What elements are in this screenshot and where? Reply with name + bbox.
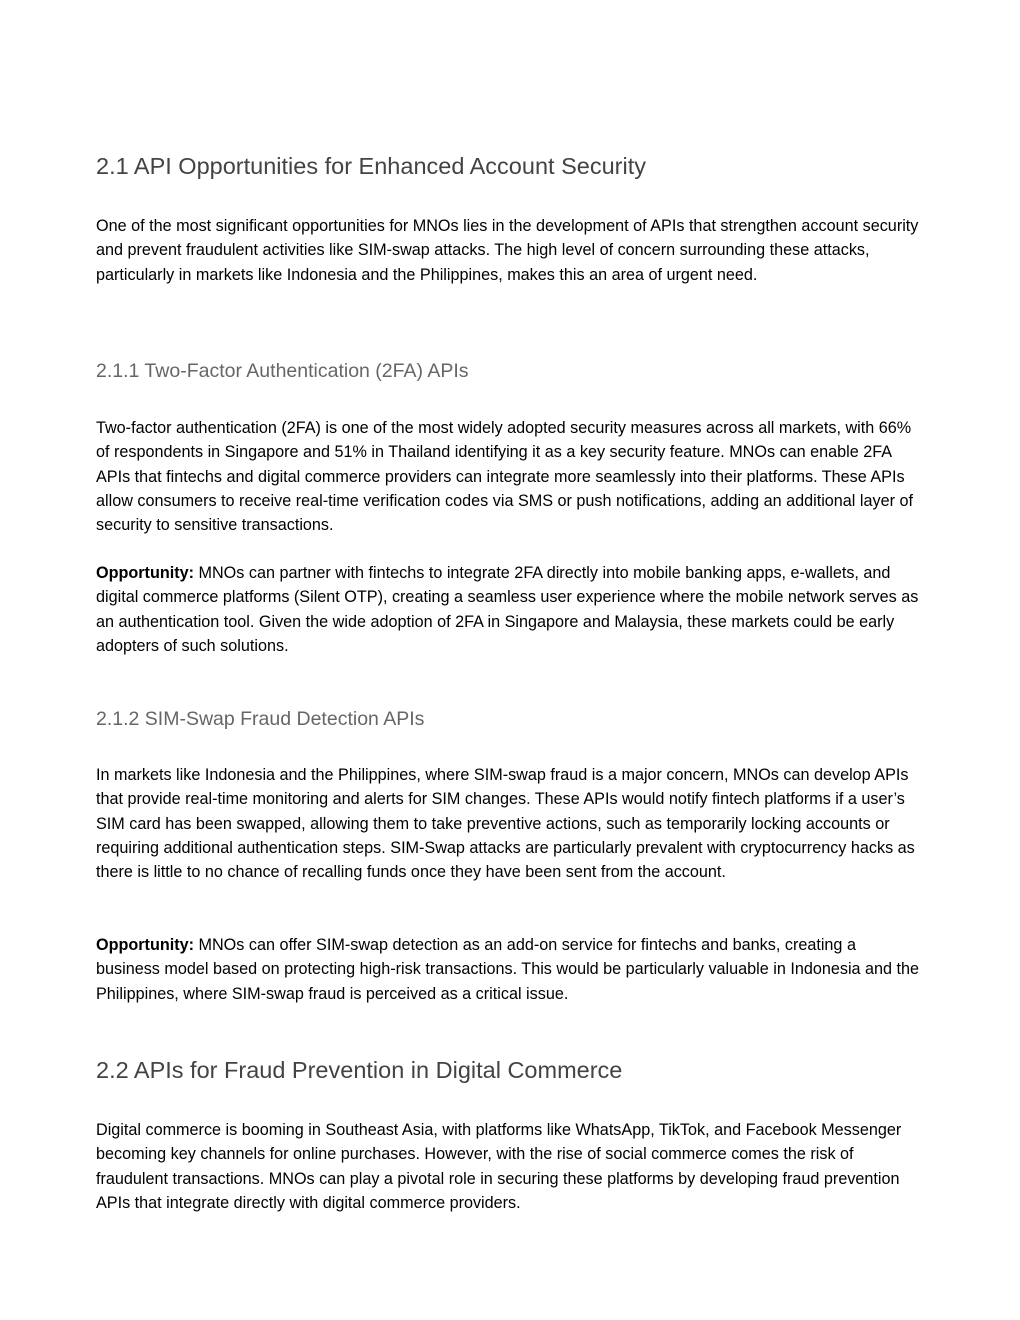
- section-2-1-heading: 2.1 API Opportunities for Enhanced Account Security: [96, 153, 646, 179]
- section-2-1-1-heading: 2.1.1 Two-Factor Authentication (2FA) APIs: [96, 360, 469, 382]
- opportunity-label: Opportunity:: [96, 936, 195, 954]
- section-2-1-2-heading: 2.1.2 SIM-Swap Fraud Detection APIs: [96, 708, 425, 730]
- section-2-2-intro-paragraph: Digital commerce is booming in Southeast Asia, with platforms like WhatsApp, TikTok, and Facebook Messenger becoming key channels for online purchases. However, with the rise of social commerce comes the risk of fraudulent transactions. MNOs can play a pivotal role in securing these platforms by developing fraud prevention APIs that integrate directly with digital commerce providers.: [96, 1121, 902, 1212]
- section-2-1-2-opportunity-paragraph: [96, 933, 924, 1006]
- section-2-2-heading: 2.2 APIs for Fraud Prevention in Digital Commerce: [96, 1057, 623, 1083]
- opportunity-text: MNOs can partner with fintechs to integrate 2FA directly into mobile banking apps, e-wallets, and digital commerce platforms (Silent OTP), creating a seamless user experience where the mobile network serves as an authentication tool. Given the wide adoption of 2FA in Singapore and Malaysia, these markets could be early adopters of such solutions.: [96, 564, 919, 655]
- section-2-1-1-body-paragraph: Two-factor authentication (2FA) is one of the most widely adopted security measures across all markets, with 66% of respondents in Singapore and 51% in Thailand identifying it as a key security feature. MNOs can enable 2FA APIs that fintechs and digital commerce providers can integrate more seamlessly into their platforms. These APIs allow consumers to receive real-time verification codes via SMS or push notifications, adding an additional layer of security to sensitive transactions.: [96, 419, 913, 535]
- opportunity-label: Opportunity:: [96, 564, 195, 582]
- section-2-1-2-body-paragraph: In markets like Indonesia and the Philippines, where SIM-swap fraud is a major concern, MNOs can develop APIs that provide real-time monitoring and alerts for SIM changes. These APIs would notify fintech platforms if a user’s SIM card has been swapped, allowing them to take preventive actions, such as temporarily locking accounts or requiring additional authentication steps. SIM-Swap attacks are particularly prevalent with cryptocurrency hacks as there is little to no chance of recalling funds once they have been sent from the account.: [96, 766, 915, 882]
- section-2-1-intro-paragraph: One of the most significant opportunities for MNOs lies in the development of APIs that strengthen account security and prevent fraudulent activities like SIM-swap attacks. The high level of concern surrounding these attacks, particularly in markets like Indonesia and the Philippines, makes this an area of urgent need.: [96, 217, 919, 284]
- section-2-1-1-opportunity-paragraph: [96, 561, 924, 658]
- opportunity-text: MNOs can offer SIM-swap detection as an add-on service for fintechs and banks, creating a business model based on protecting high-risk transactions. This would be particularly valuable in Indonesia and the Philippines, where SIM-swap fraud is perceived as a critical issue.: [96, 936, 920, 1003]
